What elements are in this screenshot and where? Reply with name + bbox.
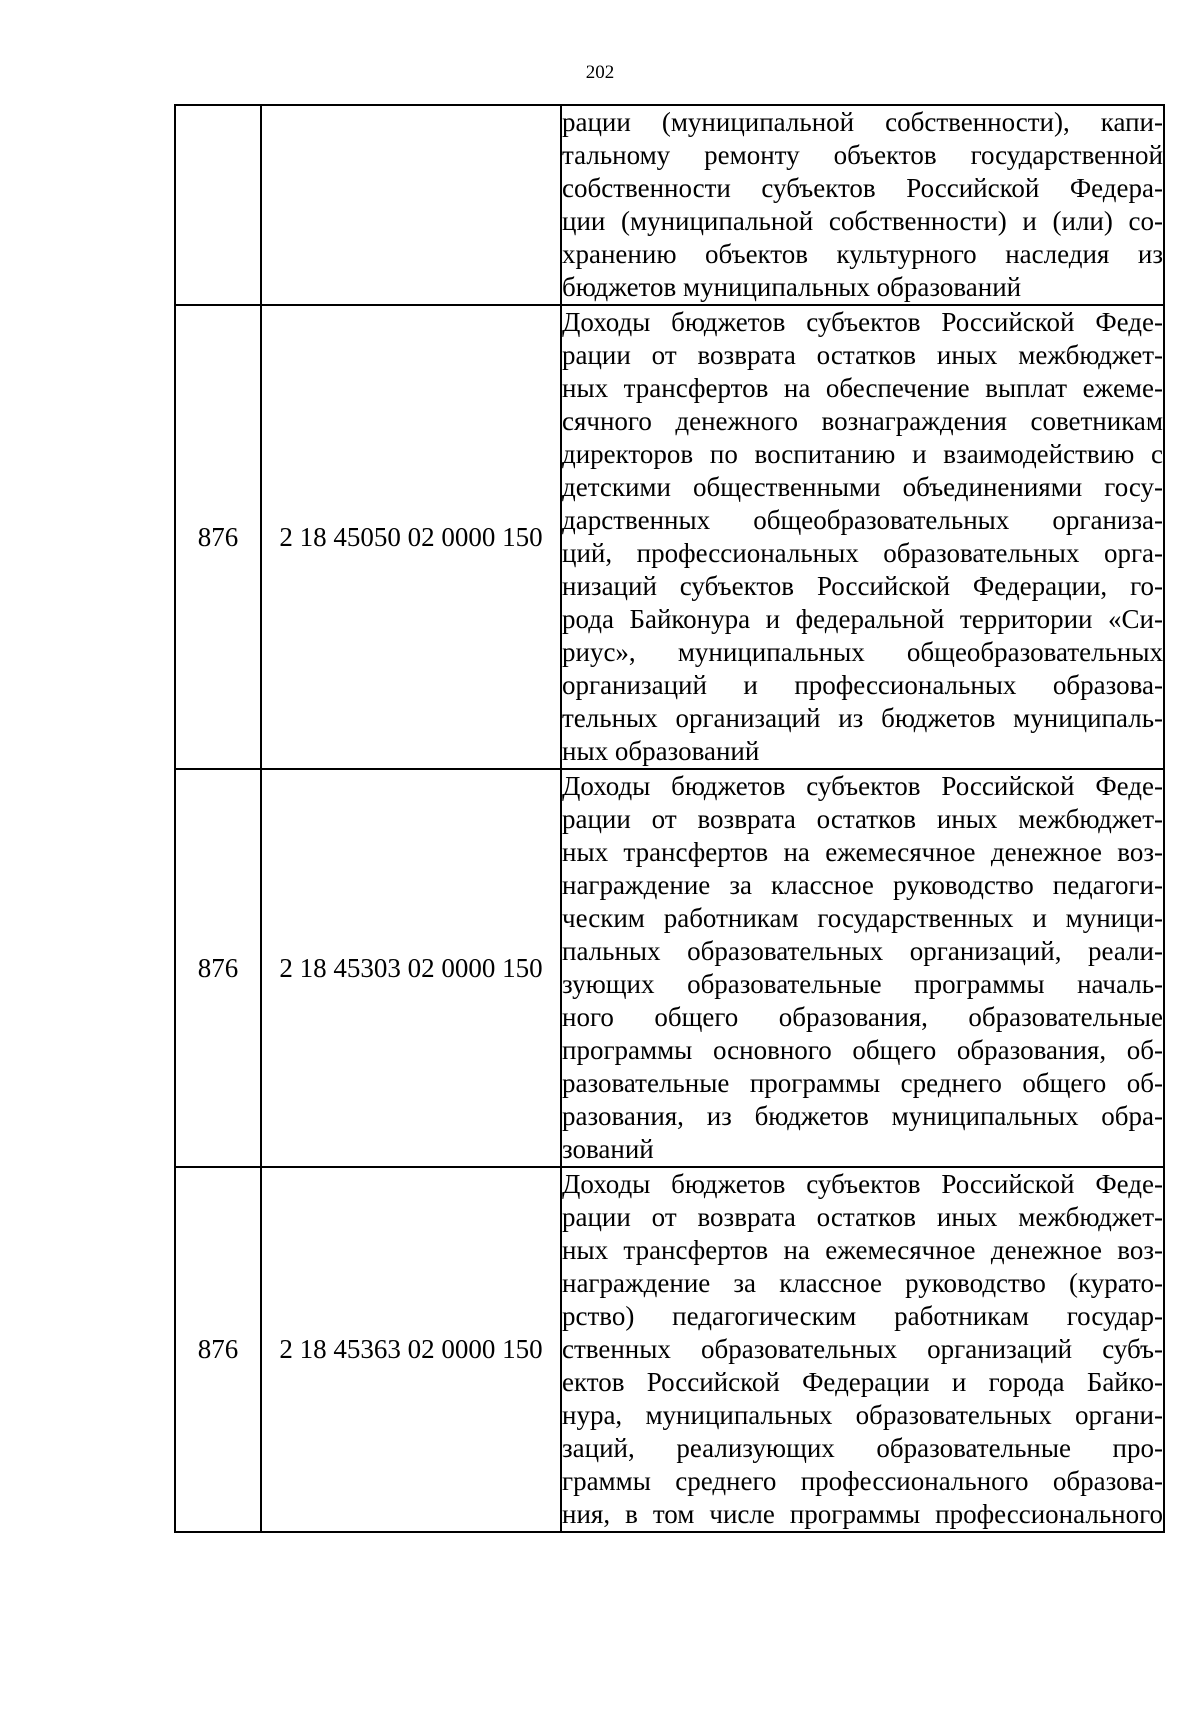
kbk-code-cell: 2 18 45303 02 0000 150	[261, 769, 561, 1167]
description-line: зований	[562, 1134, 654, 1164]
description-line: тальному ремонту объектов государственной	[562, 140, 1163, 170]
description-line: нура, муниципальных образовательных органи-	[562, 1400, 1163, 1430]
description-line: организаций и профессиональных образова-	[562, 670, 1163, 700]
description-line: программы основного общего образования, об-	[562, 1035, 1163, 1065]
description-line: разовательные программы среднего общего об-	[562, 1068, 1163, 1098]
description-line: ных образований	[562, 736, 760, 766]
admin-code-cell: 876	[175, 305, 261, 769]
description-line: рода Байконура и федеральной территории «Си-	[562, 604, 1163, 634]
description-line: заций, реализующих образовательные про-	[562, 1433, 1163, 1463]
description-line: зующих образовательные программы началь-	[562, 969, 1163, 999]
description-line: риус», муниципальных общеобразовательных	[562, 637, 1163, 667]
description-line: Доходы бюджетов субъектов Российской Феде-	[562, 307, 1163, 337]
description-line: ций, профессиональных образовательных орга-	[562, 538, 1163, 568]
income-codes-table	[174, 104, 1165, 1533]
description-line: Доходы бюджетов субъектов Российской Феде-	[562, 1169, 1163, 1199]
description-cell	[561, 305, 1164, 769]
kbk-code-cell	[261, 105, 561, 305]
description-line: низаций субъектов Российской Федерации, го-	[562, 571, 1163, 601]
table-body	[175, 105, 1164, 1532]
description-line: ных трансфертов на ежемесячное денежное воз-	[562, 837, 1163, 867]
description-line: награждение за классное руководство (курато-	[562, 1268, 1163, 1298]
description-line: рации от возврата остатков иных межбюджет-	[562, 340, 1163, 370]
table-row	[175, 1167, 1164, 1532]
page-number: 202	[585, 62, 615, 83]
description-line: ции (муниципальной собственности) и (или) со-	[562, 206, 1163, 236]
description-line: дарственных общеобразовательных организа-	[562, 505, 1163, 535]
description-line: ектов Российской Федерации и города Байко-	[562, 1367, 1163, 1397]
description-line: собственности субъектов Российской Федера-	[562, 173, 1163, 203]
description-cell	[561, 769, 1164, 1167]
description-cell	[561, 105, 1164, 305]
table-row	[175, 769, 1164, 1167]
admin-code-cell	[175, 105, 261, 305]
kbk-code-cell: 2 18 45050 02 0000 150	[261, 305, 561, 769]
description-line: директоров по воспитанию и взаимодействию с	[562, 439, 1163, 469]
description-line: ного общего образования, образовательные	[562, 1002, 1163, 1032]
table-row	[175, 305, 1164, 769]
description-line: рации от возврата остатков иных межбюджет-	[562, 804, 1163, 834]
description-line: детскими общественными объединениями госу-	[562, 472, 1163, 502]
description-line: ных трансфертов на обеспечение выплат ежеме-	[562, 373, 1163, 403]
description-line: Доходы бюджетов субъектов Российской Феде-	[562, 771, 1163, 801]
description-line: ния, в том числе программы профессионального	[562, 1499, 1163, 1529]
description-line: рации от возврата остатков иных межбюджет-	[562, 1202, 1163, 1232]
admin-code-cell: 876	[175, 1167, 261, 1532]
description-cell	[561, 1167, 1164, 1532]
description-line: сячного денежного вознаграждения советникам	[562, 406, 1163, 436]
description-line: ных трансфертов на ежемесячное денежное воз-	[562, 1235, 1163, 1265]
description-line: хранению объектов культурного наследия из	[562, 239, 1163, 269]
kbk-code-cell: 2 18 45363 02 0000 150	[261, 1167, 561, 1532]
description-line: рации (муниципальной собственности), капи-	[562, 107, 1163, 137]
description-line: награждение за классное руководство педагоги-	[562, 870, 1163, 900]
description-line: ческим работникам государственных и муници-	[562, 903, 1163, 933]
description-line: рство) педагогическим работникам государ-	[562, 1301, 1163, 1331]
description-line: пальных образовательных организаций, реали-	[562, 936, 1163, 966]
description-line: тельных организаций из бюджетов муниципаль-	[562, 703, 1163, 733]
admin-code-cell: 876	[175, 769, 261, 1167]
description-line: разования, из бюджетов муниципальных обра-	[562, 1101, 1163, 1131]
description-line: бюджетов муниципальных образований	[562, 272, 1022, 302]
description-line: граммы среднего профессионального образова-	[562, 1466, 1163, 1496]
table-row	[175, 105, 1164, 305]
description-line: ственных образовательных организаций субъ-	[562, 1334, 1163, 1364]
